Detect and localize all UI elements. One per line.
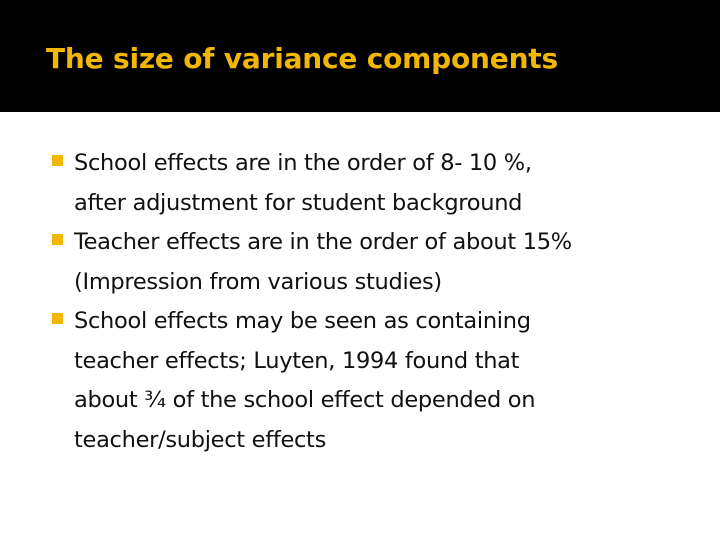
title-bar	[0, 0, 720, 112]
bullet-item	[48, 223, 698, 302]
square-bullet-icon	[52, 313, 63, 324]
slide-title: The size of variance components	[46, 42, 558, 75]
bullet-text-line: School effects may be seen as containing	[74, 308, 531, 334]
bullet-text-line: Teacher effects are in the order of about 15%	[74, 229, 572, 255]
bullet-text-line: teacher effects; Luyten, 1994 found that	[74, 347, 520, 374]
bullet-list	[48, 144, 698, 460]
bullet-text-line: teacher/subject effects	[74, 426, 327, 453]
bullet-text-line: School effects are in the order of 8- 10 %,	[74, 150, 532, 176]
square-bullet-icon	[52, 155, 63, 166]
bullet-item	[48, 302, 698, 460]
bullet-item	[48, 144, 698, 223]
bullet-text-line: about ¾ of the school effect depended on	[74, 387, 536, 413]
bullet-text-line: after adjustment for student background	[74, 189, 523, 216]
bullet-text-line: (Impression from various studies)	[74, 268, 442, 295]
square-bullet-icon	[52, 234, 63, 245]
